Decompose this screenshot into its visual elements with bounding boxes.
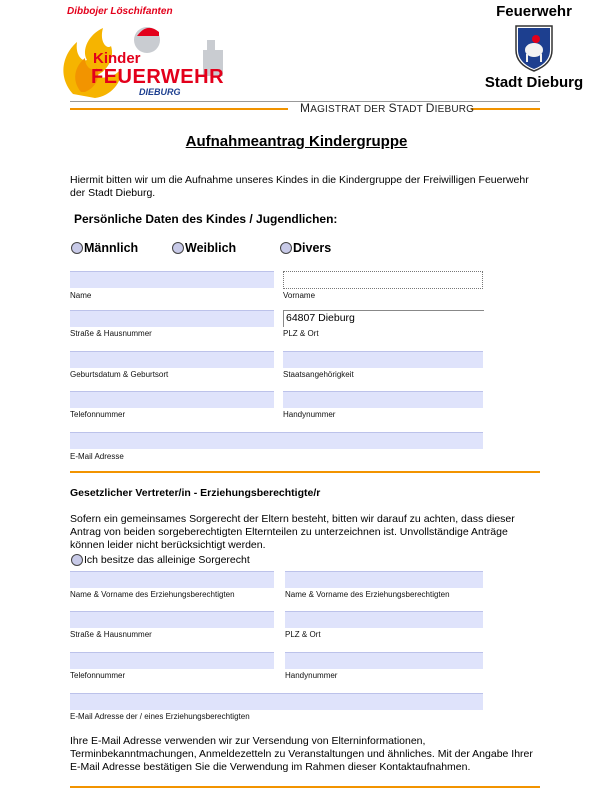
telefon-input[interactable] bbox=[70, 391, 274, 408]
intro-text: Hiermit bitten wir um die Aufnahme unseres Kindes in die Kindergruppe der Freiwilligen Feuerwehr der Stadt Dieburg. bbox=[70, 174, 529, 199]
vorname-label: Vorname bbox=[283, 291, 316, 300]
coat-of-arms-icon bbox=[514, 24, 554, 72]
radio-sole-custody[interactable]: Ich besitze das alleinige Sorgerecht bbox=[71, 554, 250, 566]
header-accent-right bbox=[471, 108, 540, 110]
staat-input[interactable] bbox=[283, 351, 483, 368]
feuerwehr-crest bbox=[478, 3, 590, 98]
email-notice: Ihre E-Mail Adresse verwenden wir zur Versendung von Elterninformationen, Terminbekanntmachungen, Anmeldezetteln zu Veranstaltungen und ähnliches. Mit der Angabe Ihrer E-Mail Adresse bestätigen Sie die Verwendung im Rahmen dieser Kontaktaufnahmen. bbox=[70, 735, 533, 773]
staat-label: Staatsangehörigkeit bbox=[283, 370, 354, 379]
crest-city: Stadt Dieburg bbox=[484, 74, 584, 91]
guardian-email-label: E-Mail Adresse der / eines Erziehungsberechtigten bbox=[70, 712, 250, 721]
guardian-plz-ort-label: PLZ & Ort bbox=[285, 630, 321, 639]
radio-circle-icon bbox=[71, 554, 83, 566]
radio-weiblich[interactable]: Weiblich bbox=[172, 241, 236, 255]
geburt-label: Geburtsdatum & Geburtsort bbox=[70, 370, 169, 379]
name-input[interactable] bbox=[70, 271, 274, 288]
section-divider bbox=[70, 471, 540, 473]
logo-kinder: Kinder bbox=[93, 50, 141, 67]
radio-circle-icon bbox=[280, 242, 292, 254]
section-child-heading: Persönliche Daten des Kindes / Jugendlichen: bbox=[74, 212, 338, 226]
logo-feuerwehr: FEUERWEHR bbox=[91, 66, 225, 88]
guardian-strasse-input[interactable] bbox=[70, 611, 274, 628]
radio-maennlich[interactable]: Männlich bbox=[71, 241, 138, 255]
section-guardian-heading: Gesetzlicher Vertreter/in - Erziehungsberechtigte/r bbox=[70, 487, 321, 499]
name-label: Name bbox=[70, 291, 92, 300]
guardian2-name-label: Name & Vorname des Erziehungsberechtigten bbox=[285, 590, 450, 599]
plz-ort-label: PLZ & Ort bbox=[283, 329, 319, 338]
crest-title: Feuerwehr bbox=[496, 3, 572, 20]
strasse-label: Straße & Hausnummer bbox=[70, 329, 152, 338]
guardian-telefon-input[interactable] bbox=[70, 652, 274, 669]
logo-dieburg: DIEBURG bbox=[139, 87, 181, 97]
guardian1-name-input[interactable] bbox=[70, 571, 274, 588]
radio-circle-icon bbox=[71, 242, 83, 254]
handy-input[interactable] bbox=[283, 391, 483, 408]
handy-label: Handynummer bbox=[283, 410, 336, 419]
guardian-telefon-label: Telefonnummer bbox=[70, 671, 126, 680]
geburt-input[interactable] bbox=[70, 351, 274, 368]
vorname-input[interactable] bbox=[283, 271, 483, 289]
radio-divers[interactable]: Divers bbox=[280, 241, 331, 255]
plz-ort-value: 64807 Dieburg bbox=[286, 312, 355, 324]
footer-divider bbox=[70, 786, 540, 788]
email-input[interactable] bbox=[70, 432, 483, 449]
kinderfeuerwehr-logo bbox=[55, 6, 235, 100]
magistrat-label: MAGISTRAT DER STADT DIEBURG bbox=[300, 101, 475, 115]
guardian-text: Sofern ein gemeinsames Sorgerecht der Eltern besteht, bitten wir darauf zu achten, dass dieser Antrag von beiden sorgeberechtigten Elternteilen zu unterzeichnen ist. Unvollständige Anträge können leider nicht berücksichtigt werden. bbox=[70, 513, 515, 551]
page-title: Aufnahmeantrag Kindergruppe bbox=[185, 133, 408, 150]
guardian-email-input[interactable] bbox=[70, 693, 483, 710]
logo-tagline: Dibbojer Löschifanten bbox=[67, 6, 173, 17]
strasse-input[interactable] bbox=[70, 310, 274, 327]
guardian-handy-input[interactable] bbox=[285, 652, 483, 669]
guardian-strasse-label: Straße & Hausnummer bbox=[70, 630, 152, 639]
guardian2-name-input[interactable] bbox=[285, 571, 483, 588]
guardian-plz-ort-input[interactable] bbox=[285, 611, 483, 628]
guardian1-name-label: Name & Vorname des Erziehungsberechtigten bbox=[70, 590, 235, 599]
header-accent-left bbox=[70, 108, 288, 110]
telefon-label: Telefonnummer bbox=[70, 410, 126, 419]
email-label: E-Mail Adresse bbox=[70, 452, 124, 461]
radio-circle-icon bbox=[172, 242, 184, 254]
guardian-handy-label: Handynummer bbox=[285, 671, 338, 680]
